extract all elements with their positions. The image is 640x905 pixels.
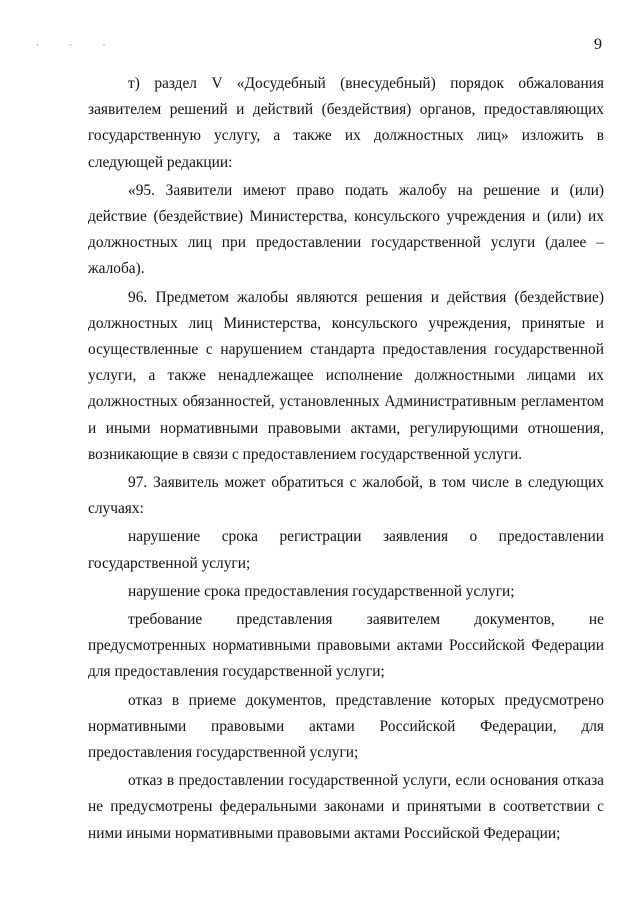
list-item-service-deadline: нарушение срока предоставления государственной услуги; bbox=[128, 582, 515, 600]
paragraph-96: 96. Предметом жалобы являются решения и действия (бездействие) должностных лиц Министерства, консульского учреждения, принятые и осуществленные с нарушением стандарта предоставления государственной услуги, а также ненадлежащее исполнение должностными лицами их должностных обязанностей, установленных Административным регламентом и иными нормативными правовыми актами, регулирующими отношения, возникающие в связи с предоставлением государственной услуги. bbox=[88, 288, 604, 463]
paragraph-97: 97. Заявитель может обратиться с жалобой, в том числе в следующих случаях: bbox=[88, 474, 604, 518]
paragraph-95: «95. Заявители имеют право подать жалобу на решение и (или) действие (бездействие) Министерства, консульского учреждения и (или) их должностных лиц при предоставлении государственной услуги (далее – жалоба). bbox=[88, 181, 604, 278]
list-item-refused-service: отказ в предоставлении государственной услуги, если основания отказа не предусмотрены федеральными законами и принятыми в соответствии с ними иными нормативными правовыми актами Российской Федерации; bbox=[88, 772, 604, 842]
page-number: 9 bbox=[594, 36, 602, 53]
list-item-registration-deadline: нарушение срока регистрации заявления о предоставлении государственной услуги; bbox=[88, 528, 604, 572]
list-item-refused-acceptance: отказ в приеме документов, представление которых предусмотрено нормативными правовыми актами Российской Федерации, для предоставления государственной услуги; bbox=[88, 691, 604, 762]
document-body bbox=[88, 71, 604, 847]
paragraph-amendment-t: т) раздел V «Досудебный (внесудебный) порядок обжалования заявителем решений и действий (бездействия) органов, предоставляющих государственную услугу, а также их должностных лиц» изложить в следующей редакции: bbox=[88, 75, 604, 171]
scan-specks: · · · bbox=[36, 40, 120, 50]
list-item-extra-documents: требование представления заявителем документов, не предусмотренных нормативными правовыми актами Российской Федерации для предоставления государственной услуги; bbox=[88, 611, 604, 681]
